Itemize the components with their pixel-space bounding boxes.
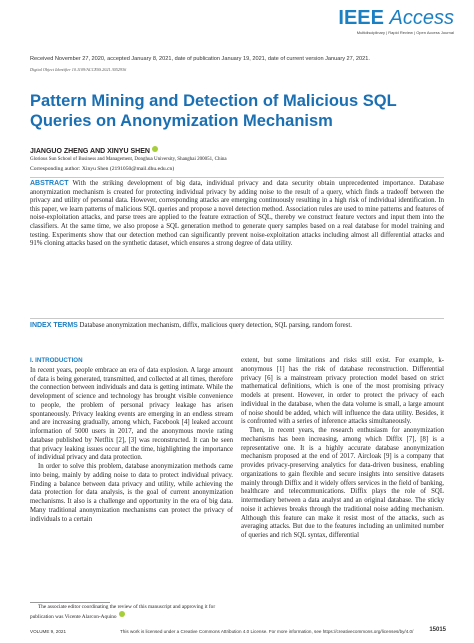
affiliation: Glorious Sun School of Business and Management, Donghua University, Shanghai 200051, China: [30, 157, 227, 162]
logo-tagline: Multidisciplinary | Rapid Review | Open Access Journal: [356, 30, 454, 35]
divider: [30, 177, 444, 178]
paragraph: In recent years, people embrace an era of data explosion. A large amount of data is being generated, transmitted, and collected at all times, therefore the connection between individuals and data is getting intimate. While the development of science and technology has brought visible convenience to people, the problem of personal privacy leakage has arisen spontaneously. Privacy leaking events are emerging in an endless stream and are increasing gradually, among which, Facebook [4] leaked account information of 5000 users in 2017, and the anonymous movie rating database published by Netflix [2], [3] was reconstructed. It can be seen that privacy leaking issues occur all the time, highlighting the importance of individual privacy and data protection.: [30, 366, 233, 462]
logo-brand: IEEE: [338, 7, 384, 29]
orcid-icon[interactable]: [119, 611, 125, 617]
index-terms-label: INDEX TERMS: [30, 322, 78, 329]
right-column: [241, 357, 444, 541]
paragraph: extent, but some limitations and risks still exist. For example, k-anonymous [1] has the risk of database reconstruction. Differential privacy [6] is a mainstream privacy protection model based on strict mathematical definitions, which is one of the most promising privacy models at present. However, in order to protect the privacy of each individual in the database, when the data volume is small, a large amount of noise should be added, which will influence the data utility. Besides, it is confronted with a series of inference attacks simultaneously.: [241, 357, 444, 426]
left-column: [30, 357, 233, 524]
volume-label: VOLUME 9, 2021: [30, 629, 67, 634]
abstract-label: ABSTRACT: [30, 180, 69, 187]
index-terms-text: Database anonymization mechanism, diffix, malicious query detection, SQL parsing, random forest.: [79, 322, 352, 329]
paragraph: In order to solve this problem, database anonymization methods came into being, mainly by adding noise to data to protect individual privacy. Finding a balance between data privacy and utility, while achieving the data protection for data analysis, is the goal of current anonymization mechanisms. It also is a challenge and opportunity in the era of big data. Many traditional anonymization mechanisms can protect the privacy of individuals to a certain: [30, 463, 233, 523]
paper-title: Pattern Mining and Detection of Malicious SQL Queries on Anonymization Mechanism: [30, 92, 397, 130]
publication-dates: Received November 27, 2020, accepted January 8, 2021, date of publication January 19, 2021, date of current version January 27, 2021.: [30, 56, 370, 62]
corresponding-author: Corresponding author: Xinyu Shen (2191050@mail.dhu.edu.cn): [30, 166, 175, 172]
abstract-text: With the striking development of big data, individual privacy and data security obtain unprecedented importance. Database anonymization mechanism is created for protecting individual privacy by adding noise to the result of a query, which finds a tradeoff between the privacy and utility of personal data. However, corresponding attacks are emerging continuously resulting in a high risk of individual identification. In this paper, we learn patterns of malicious SQL queries and propose a novel detection method. Association rules are used to mine patterns and features of noise-exploitation attacks, and parse trees are applied to the feature extraction of SQL, thereby we construct feature vectors and input them into the classifiers. At the same time, we also propose a SQL generation method to generate query samples based on a real database for model training and testing. Experiments show that our detection method can significantly prevent noise-exploitation attacks including almost all differential attacks and 91% cloning attacks based on the synthetic dataset, which ensures a strong degree of data utility.: [30, 180, 444, 248]
paragraph: Then, in recent years, the research enthusiasm for anonymization mechanisms has been increasing, among which Diffix [7], [8] is a representative one. It is a highly accurate database anonymization mechanism proposed at the end of 2017. Aircloak [9] is a company that provides privacy-preserving analytics for data-driven business, enabling organizations to gain flexible and secure insights into sensitive datasets mainly through Diffix and it widely offers services in the field of banking, healthcare and telecommunications. Diffix plays the role of SQL intermediary between a data analyst and an original database. The sticky noise it achieves breaks through the traditional noise adding mechanism. Although this feature can make it resist most of the attacks, such as averaging attacks. But due to the features including an unlimited number of queries and rich SQL syntax, differential: [241, 427, 444, 539]
doi: Digital Object Identifier 10.1109/ACCESS.2021.3052936: [30, 67, 127, 72]
license-text: This work is licensed under a Creative Commons Attribution 4.0 License. For more information, see https://creativecommons.org/licenses/by/4.0/: [120, 629, 414, 634]
authors: [30, 146, 158, 155]
author-names: JIANGUO ZHENG AND XINYU SHEN: [30, 148, 150, 155]
footnote-text: The associate editor coordinating the review of this manuscript and approving it for publication was Vicente Alarcon-Aquino: [30, 604, 216, 620]
footnote-divider: [30, 602, 110, 603]
footnote: [30, 604, 233, 621]
divider: [30, 318, 444, 319]
orcid-icon[interactable]: [152, 146, 158, 152]
section-heading: I. INTRODUCTION: [30, 357, 83, 364]
page-number: 15015: [429, 627, 446, 633]
abstract: [30, 180, 444, 249]
journal-logo: [338, 8, 454, 35]
index-terms: [30, 322, 444, 331]
logo-access: Access: [389, 7, 454, 29]
